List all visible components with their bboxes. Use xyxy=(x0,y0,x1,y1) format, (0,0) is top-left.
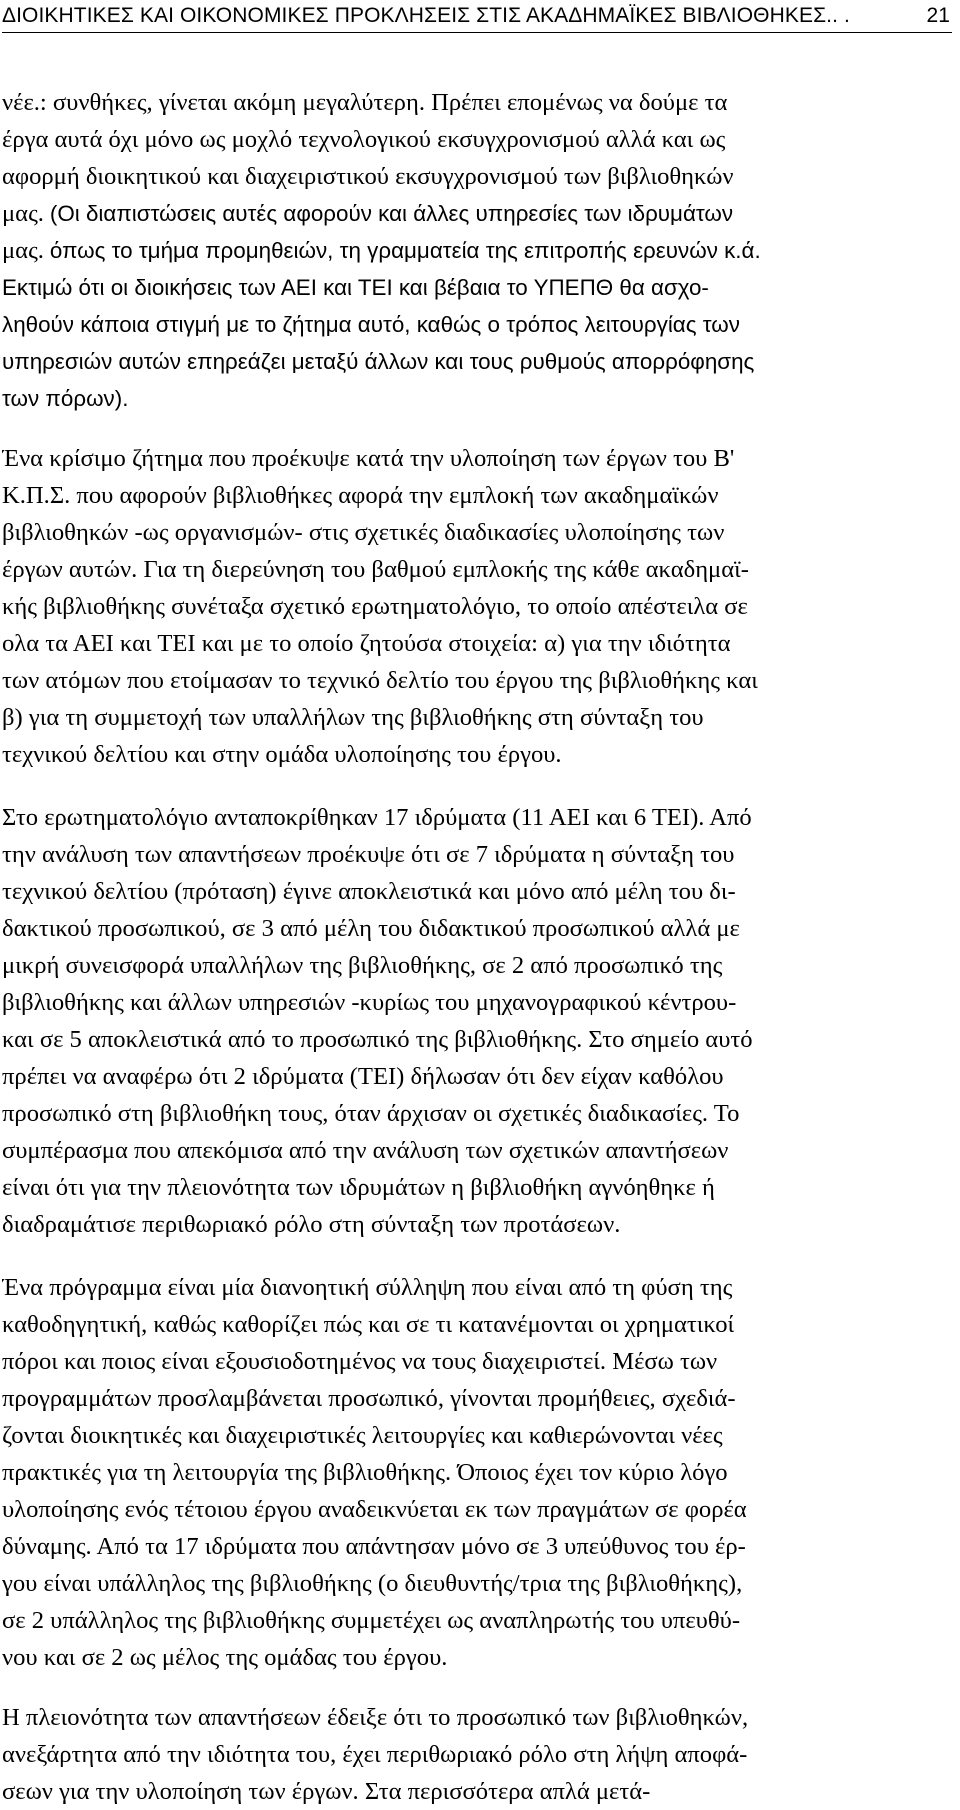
paragraph-gap xyxy=(2,1676,952,1699)
body-text xyxy=(2,84,952,1810)
text-line: ζονται διοικητικές και διαχειριστικές λειτουργίες και καθιερώνονται νέες xyxy=(2,1422,723,1449)
text-line: μικρή συνεισφορά υπαλλήλων της βιβλιοθήκης, σε 2 από προσωπικό της xyxy=(2,952,723,979)
text-line: β) για τη συμμετοχή των υπαλλήλων της βιβλιοθήκης στη σύνταξη του xyxy=(2,704,704,731)
text-line: Η πλειονότητα των απαντήσεων έδειξε ότι το προσωπικό των βιβλιοθηκών, xyxy=(2,1704,749,1731)
paragraph-1 xyxy=(2,84,952,417)
text-line: ολα τα ΑΕΙ και ΤΕΙ και με το οποίο ζητούσα στοιχεία: α) για την ιδιότητα xyxy=(2,630,731,657)
text-line: Εκτιμώ ότι οι διοικήσεις των ΑΕΙ και ΤΕΙ και βέβαια το ΥΠΕΠΘ θα ασχο- xyxy=(2,275,709,300)
text-line: Ένα κρίσιμο ζήτημα που προέκυψε κατά την υλοποίηση των έργων του Β' xyxy=(2,445,735,472)
text-line: ανεξάρτητα από την ιδιότητα του, έχει περιθωριακό ρόλο στη λήψη αποφά- xyxy=(2,1741,748,1768)
text-line xyxy=(2,195,952,232)
paragraph-gap xyxy=(2,417,952,440)
text-line: των ατόμων που ετοίμασαν το τεχνικό δελτίο του έργου της βιβλιοθήκης και xyxy=(2,667,758,694)
text-line: δύναμης. Από τα 17 ιδρύματα που απάντησαν μόνο σε 3 υπεύθυνος του έρ- xyxy=(2,1533,746,1560)
paragraph-gap xyxy=(2,773,952,799)
paragraph-4 xyxy=(2,1269,952,1676)
paragraph-3 xyxy=(2,799,952,1243)
text-line: τεχνικού δελτίου (πρόταση) έγινε αποκλειστικά και μόνο από μέλη του δι- xyxy=(2,878,736,905)
text-line: Κ.Π.Σ. που αφορούν βιβλιοθήκες αφορά την εμπλοκή των ακαδημαϊκών xyxy=(2,482,719,509)
text-line: γου είναι υπάλληλος της βιβλιοθήκης (ο διευθυντής/τρια της βιβλιοθήκης), xyxy=(2,1570,743,1597)
text-line xyxy=(2,232,952,269)
text-line: σεων για την υλοποίηση των έργων. Στα περισσότερα απλά μετά- xyxy=(2,1778,651,1805)
paragraph-2 xyxy=(2,440,952,773)
paragraph-5 xyxy=(2,1699,952,1810)
text-line: υλοποίησης ενός τέτοιου έργου αναδεικνύεται εκ των πραγμάτων σε φορέα xyxy=(2,1496,747,1523)
text-line: των πόρων). xyxy=(2,386,129,411)
text-line: πρακτικές για τη λειτουργία της βιβλιοθήκης. Όποιος έχει τον κύριο λόγο xyxy=(2,1459,728,1486)
text-fragment: μας. xyxy=(2,200,44,227)
text-line: βιβλιοθήκης και άλλων υπηρεσιών -κυρίως του μηχανογραφικού κέντρου- xyxy=(2,989,737,1016)
text-line: έργα αυτά όχι μόνο ως μοχλό τεχνολογικού εκσυγχρονισμού αλλά και ως xyxy=(2,126,726,153)
text-line: νου και σε 2 ως μέλος της ομάδας του έργου. xyxy=(2,1644,448,1671)
page-number: 21 xyxy=(926,4,950,27)
text-line: προσωπικό στη βιβλιοθήκη τους, όταν άρχισαν οι σχετικές διαδικασίες. Το xyxy=(2,1100,740,1127)
text-line: κής βιβλιοθήκης συνέταξα σχετικό ερωτηματολόγιο, το οποίο απέστειλα σε xyxy=(2,593,748,620)
text-line: ληθούν κάποια στιγμή με το ζήτημα αυτό, καθώς ο τρόπος λειτουργίας των xyxy=(2,312,740,337)
text-fragment: όπως το τμήμα προμηθειών, τη γραμματεία της επιτροπής ερευνών κ.ά. xyxy=(49,238,761,263)
text-line: πόροι και ποιος είναι εξουσιοδοτημένος να τους διαχειριστεί. Μέσω των xyxy=(2,1348,718,1375)
running-header xyxy=(2,2,952,33)
text-line: τεχνικού δελτίου και στην ομάδα υλοποίησης του έργου. xyxy=(2,741,562,768)
text-line: είναι ότι για την πλειονότητα των ιδρυμάτων η βιβλιοθήκη αγνόηθηκε ή xyxy=(2,1174,715,1201)
text-line: υπηρεσιών αυτών επηρεάζει μεταξύ άλλων και τους ρυθμούς απορρόφησης xyxy=(2,349,755,374)
text-line: Στο ερωτηματολόγιο ανταποκρίθηκαν 17 ιδρύματα (11 ΑΕΙ και 6 ΤΕΙ). Από xyxy=(2,804,752,831)
text-line: σε 2 υπάλληλος της βιβλιοθήκης συμμετέχει ως αναπληρωτής του υπευθύ- xyxy=(2,1607,741,1634)
text-line: συμπέρασμα που απεκόμισα από την ανάλυση των σχετικών απαντήσεων xyxy=(2,1137,729,1164)
running-header-title: ΔΙΟΙΚΗΤΙΚΕΣ ΚΑΙ ΟΙΚΟΝΟΜΙΚΕΣ ΠΡΟΚΛΗΣΕΙΣ ΣΤΙΣ ΑΚΑΔΗΜΑΪΚΕΣ ΒΙΒΛΙΟΘΗΚΕΣ.. . xyxy=(2,4,850,27)
text-line: καθοδηγητική, καθώς καθορίζει πώς και σε τι κατανέμονται οι χρηματικοί xyxy=(2,1311,735,1338)
text-line: Ένα πρόγραμμα είναι μία διανοητική σύλληψη που είναι από τη φύση της xyxy=(2,1274,733,1301)
text-line: νέε.: συνθήκες, γίνεται ακόμη μεγαλύτερη. Πρέπει επομένως να δούμε τα xyxy=(2,89,728,116)
text-line: την ανάλυση των απαντήσεων προέκυψε ότι σε 7 ιδρύματα η σύνταξη του xyxy=(2,841,735,868)
text-line: πρέπει να αναφέρω ότι 2 ιδρύματα (ΤΕΙ) δήλωσαν ότι δεν είχαν καθόλου xyxy=(2,1063,724,1090)
text-line: αφορμή διοικητικού και διαχειριστικού εκσυγχρονισμού των βιβλιοθηκών xyxy=(2,163,734,190)
text-line: βιβλιοθηκών -ως οργανισμών- στις σχετικές διαδικασίες υλοποίησης των xyxy=(2,519,725,546)
text-line: και σε 5 αποκλειστικά από το προσωπικό της βιβλιοθήκης. Στο σημείο αυτό xyxy=(2,1026,753,1053)
text-fragment: (Οι διαπιστώσεις αυτές αφορούν και άλλες υπηρεσίες των ιδρυμάτων xyxy=(49,201,734,226)
text-line: δακτικού προσωπικού, σε 3 από μέλη του διδακτικού προσωπικού αλλά με xyxy=(2,915,740,942)
text-line: προγραμμάτων προσλαμβάνεται προσωπικό, γίνονται προμήθειες, σχεδιά- xyxy=(2,1385,736,1412)
paragraph-gap xyxy=(2,1243,952,1269)
text-fragment: μας. xyxy=(2,237,44,264)
text-line: διαδραμάτισε περιθωριακό ρόλο στη σύνταξη των προτάσεων. xyxy=(2,1211,621,1238)
text-line: έργων αυτών. Για τη διερεύνηση του βαθμού εμπλοκής της κάθε ακαδημαϊ- xyxy=(2,556,749,583)
